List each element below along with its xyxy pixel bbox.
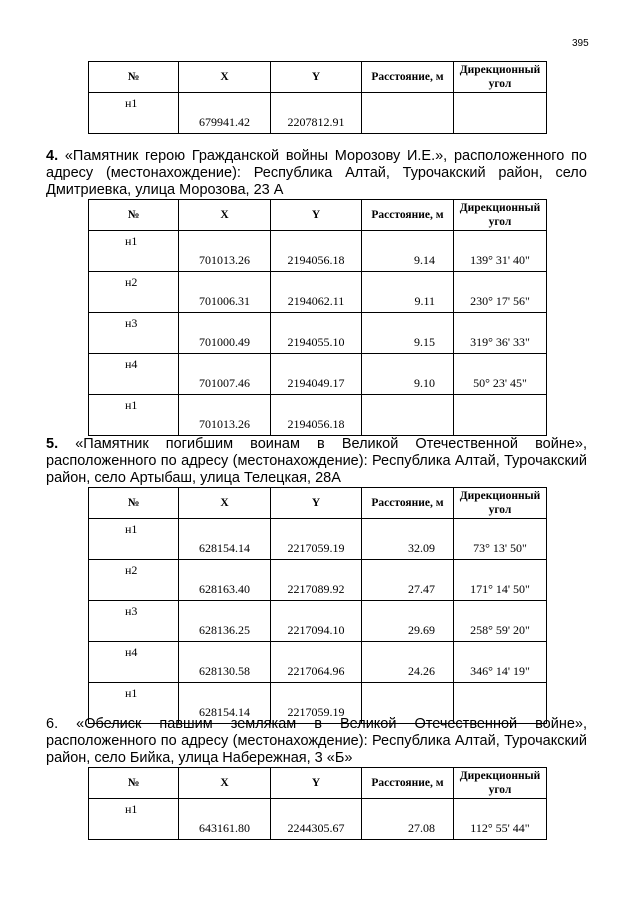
cell-distance: 9.14 — [362, 231, 454, 272]
cell-distance: 9.10 — [362, 354, 454, 395]
table-row — [89, 519, 547, 560]
header-distance: Расстояние, м — [362, 62, 454, 93]
section-heading-4 — [46, 148, 587, 199]
cell-y: 2244305.67 — [271, 799, 362, 840]
cell-angle: 50° 23' 45" — [454, 354, 547, 395]
table-row — [89, 313, 547, 354]
page-number: 395 — [572, 38, 589, 49]
header-angle: Дирекционный угол — [454, 768, 547, 799]
cell-y: 2194056.18 — [271, 231, 362, 272]
cell-distance — [362, 395, 454, 436]
header-angle: Дирекционный угол — [454, 488, 547, 519]
cell-y: 2194056.18 — [271, 395, 362, 436]
table-row — [89, 601, 547, 642]
cell-angle — [454, 93, 547, 134]
header-x: X — [179, 62, 271, 93]
cell-x: 679941.42 — [179, 93, 271, 134]
cell-x: 701006.31 — [179, 272, 271, 313]
cell-x: 701013.26 — [179, 395, 271, 436]
cell-x: 701007.46 — [179, 354, 271, 395]
cell-x: 628154.14 — [179, 683, 271, 724]
cell-distance: 24.26 — [362, 642, 454, 683]
header-y: Y — [271, 62, 362, 93]
cell-distance: 27.47 — [362, 560, 454, 601]
cell-point: н1 — [89, 93, 179, 134]
table-row — [89, 799, 547, 840]
section-number: 5. — [46, 436, 59, 452]
cell-distance: 27.08 — [362, 799, 454, 840]
cell-x: 628136.25 — [179, 601, 271, 642]
cell-angle: 73° 13' 50" — [454, 519, 547, 560]
header-number: № — [89, 200, 179, 231]
header-number: № — [89, 768, 179, 799]
header-x: X — [179, 488, 271, 519]
cell-y: 2194062.11 — [271, 272, 362, 313]
table-row — [89, 395, 547, 436]
cell-distance — [362, 93, 454, 134]
table-header-row — [89, 62, 547, 93]
cell-angle: 258° 59' 20" — [454, 601, 547, 642]
section-number: 4. — [46, 148, 59, 164]
cell-y: 2194049.17 — [271, 354, 362, 395]
cell-angle — [454, 395, 547, 436]
cell-point: н1 — [89, 519, 179, 560]
table-row — [89, 272, 547, 313]
cell-point: н3 — [89, 313, 179, 354]
cell-distance: 9.15 — [362, 313, 454, 354]
coordinates-table — [88, 199, 547, 436]
cell-point: н1 — [89, 395, 179, 436]
header-y: Y — [271, 768, 362, 799]
table-header-row — [89, 768, 547, 799]
cell-x: 643161.80 — [179, 799, 271, 840]
cell-angle: 171° 14' 50" — [454, 560, 547, 601]
cell-y: 2194055.10 — [271, 313, 362, 354]
cell-distance: 29.69 — [362, 601, 454, 642]
cell-y: 2217094.10 — [271, 601, 362, 642]
cell-point: н2 — [89, 560, 179, 601]
cell-y: 2217089.92 — [271, 560, 362, 601]
cell-point: н1 — [89, 683, 179, 724]
section-title: «Памятник погибшим воинам в Великой Отечественной войне», расположенного по адресу (местонахождение): Республика Алтай, Турочакский район, село Артыбаш, улица Телецкая, 28А — [46, 436, 587, 486]
header-x: X — [179, 200, 271, 231]
cell-angle: 139° 31' 40" — [454, 231, 547, 272]
table-row — [89, 354, 547, 395]
coordinates-table — [88, 487, 547, 724]
header-distance: Расстояние, м — [362, 200, 454, 231]
section-title: «Обелиск павшим землякам в Великой Отечественной войне», расположенного по адресу (местонахождение): Республика Алтай, Турочакский район, село Бийка, улица Набережная, 3 «Б» — [46, 716, 588, 766]
coordinates-table — [88, 61, 547, 134]
cell-distance: 9.11 — [362, 272, 454, 313]
cell-point: н1 — [89, 799, 179, 840]
cell-point: н1 — [89, 231, 179, 272]
header-distance: Расстояние, м — [362, 488, 454, 519]
header-angle: Дирекционный угол — [454, 200, 547, 231]
cell-y: 2217059.19 — [271, 519, 362, 560]
cell-distance: 32.09 — [362, 519, 454, 560]
header-y: Y — [271, 488, 362, 519]
table-row — [89, 560, 547, 601]
cell-angle: 319° 36' 33" — [454, 313, 547, 354]
cell-point: н4 — [89, 642, 179, 683]
cell-x: 701013.26 — [179, 231, 271, 272]
header-distance: Расстояние, м — [362, 768, 454, 799]
section-title: «Памятник герою Гражданской войны Морозову И.Е.», расположенного по адресу (местонахождение): Республика Алтай, Турочакский район, село Дмитриевка, улица Морозова, 23 А — [46, 148, 587, 198]
table-header-row — [89, 200, 547, 231]
table-header-row — [89, 488, 547, 519]
header-number: № — [89, 62, 179, 93]
section-number: 6. — [46, 716, 59, 732]
table-row — [89, 93, 547, 134]
cell-angle: 346° 14' 19" — [454, 642, 547, 683]
cell-point: н4 — [89, 354, 179, 395]
cell-x: 628154.14 — [179, 519, 271, 560]
cell-x: 628163.40 — [179, 560, 271, 601]
table-row — [89, 231, 547, 272]
section-heading-5 — [46, 436, 587, 487]
cell-y: 2217059.19 — [271, 683, 362, 724]
cell-point: н3 — [89, 601, 179, 642]
header-number: № — [89, 488, 179, 519]
header-y: Y — [271, 200, 362, 231]
cell-point: н2 — [89, 272, 179, 313]
table-row — [89, 642, 547, 683]
cell-x: 628130.58 — [179, 642, 271, 683]
header-x: X — [179, 768, 271, 799]
cell-angle: 112° 55' 44" — [454, 799, 547, 840]
coordinates-table — [88, 767, 547, 840]
section-heading-6 — [46, 716, 587, 767]
header-angle: Дирекционный угол — [454, 62, 547, 93]
cell-y: 2217064.96 — [271, 642, 362, 683]
cell-x: 701000.49 — [179, 313, 271, 354]
cell-angle: 230° 17' 56" — [454, 272, 547, 313]
cell-y: 2207812.91 — [271, 93, 362, 134]
